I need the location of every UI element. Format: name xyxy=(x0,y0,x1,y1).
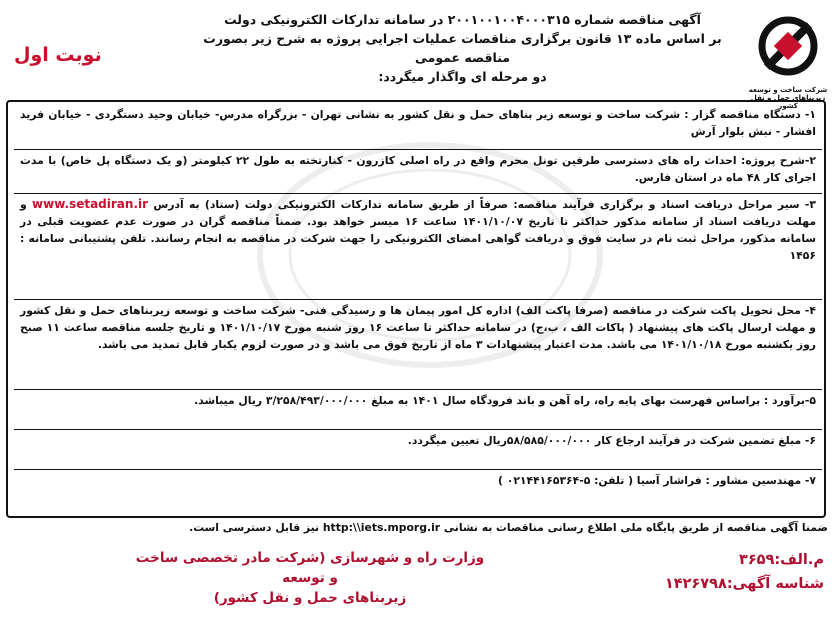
section-3 xyxy=(14,194,822,300)
section-1-label: ۱- دستگاه مناقصه گزار : xyxy=(684,108,816,121)
footnote xyxy=(8,520,828,536)
setadiran-link[interactable]: www.setadiran.ir xyxy=(32,197,149,211)
section-4 xyxy=(14,300,822,390)
round-label: نوبت اول xyxy=(14,44,102,66)
iets-link[interactable]: http:\\iets.mporg.ir xyxy=(322,521,441,534)
ad-id: شناسه آگهی:۱۴۲۶۷۹۸ xyxy=(664,576,824,592)
title-line-1: آگهی مناقصه شماره ۲۰۰۱۰۰۱۰۰۴۰۰۰۳۱۵ در سامانه تدارکات الکترونیکی دولت xyxy=(224,12,701,27)
section-4-text: محل تحویل پاکت شرکت در مناقصه (صرفا پاکت الف) اداره کل امور پیمان ها و رسیدگی فنی- شرکت ساخت و توسعه زیربناهای حمل و نقل کشور و مهلت ارسال پاکت های پیشنهاد ( پاکات الف ، ب،ج) در سامانه حداکثر تا ساعت ۱۶ روز شنبه مورخ ۱۴۰۱/۱۰/۱۷ و تاریخ جلسه مناقصه ساعت ۱۱ صبح روز یکشنبه مورخ ۱۴۰۱/۱۰/۱۸ می باشد. مدت اعتبار پیشنهادات ۳ ماه از تاریخ فوق می باشد و در صورت لزوم یکبار قابل تمدید می باشد. xyxy=(20,304,817,351)
section-3-text-a: صرفاً از طریق سامانه تدارکات الکترونیکی دولت (ستاد) به آدرس xyxy=(153,198,514,211)
section-5-text: براساس فهرست بهای پایه راه، راه آهن و باند فرودگاه سال ۱۴۰۱ به مبلغ ۳/۲۵۸/۴۹۳/۰۰۰/۰۰۰ ریال میباشد. xyxy=(194,394,764,407)
reference-code: م.الف:۳۶۵۹ xyxy=(738,552,824,568)
footnote-text-a: ضمنا آگهی مناقصه از طریق پایگاه ملی اطلاع رسانی مناقصات به نشانی xyxy=(443,521,828,534)
section-2 xyxy=(14,150,822,194)
title-line-3: دو مرحله ای واگذار میگردد: xyxy=(378,69,547,84)
section-1 xyxy=(14,104,822,150)
section-1-text: شرکت ساخت و توسعه زیر بناهای حمل و نقل کشور به نشانی تهران - بزرگراه مدرس- خیابان وحید دستگردی - خیابان فرید افشار - نبش بلوار آرش xyxy=(20,108,816,138)
ministry-line-1: وزارت راه و شهرسازی (شرکت مادر تخصصی ساخت و توسعه xyxy=(135,550,485,586)
notice-title xyxy=(190,10,735,86)
section-7 xyxy=(14,470,822,512)
company-logo xyxy=(752,12,824,88)
section-4-label: ۴- xyxy=(804,304,816,317)
ministry-line-2: زیربناهای حمل و نقل کشور) xyxy=(213,590,407,606)
logo-caption: شرکت ساخت و توسعه زیربناهای حمل و نقل کشور xyxy=(748,86,828,110)
section-3-text-b: و مهلت دریافت اسناد از سامانه مذکور حداکثر تا تاریخ ۱۴۰۱/۱۰/۰۷ ساعت ۱۶ میسر خواهد بود. ضمناً مناقصه گران در صورت عدم عضویت قبلی در سامانه مذکور، مراحل ثبت نام در سایت فوق و دریافت گواهی امضای الکترونیکی را جهت شرکت در مناقصه به انجام رسانند. تلفن پشتیبانی سامانه : ۱۴۵۶ xyxy=(20,198,817,262)
title-line-2: بر اساس ماده ۱۳ قانون برگزاری مناقصات عملیات اجرایی پروژه به شرح زیر بصورت مناقصه عمومی xyxy=(203,31,722,65)
section-7-text: فراشار آسیا ( تلفن: ۵-۰۲۱۴۴۱۶۵۳۶۴ ) xyxy=(498,474,706,487)
notice-header xyxy=(0,4,836,110)
section-6 xyxy=(14,430,822,470)
section-5 xyxy=(14,390,822,430)
section-3-label: ۳- سیر مراحل دریافت اسناد و برگزاری فرآیند مناقصه: xyxy=(513,198,816,211)
section-5-label: ۵-برآورد : xyxy=(763,394,816,407)
section-7-label: ۷- مهندسین مشاور : xyxy=(705,474,816,487)
ministry-signature xyxy=(130,548,490,608)
notice-body xyxy=(6,100,826,518)
section-6-text: مبلغ تضمین شرکت در فرآیند ارجاع کار ۵۸/۵۸۵/۰۰۰/۰۰۰ریال تعیین میگردد. xyxy=(407,434,805,447)
section-2-text: احداث راه های دسترسی طرفین تونل محرم واقع در راه اصلی کازرون - کنارتخته به طول ۲۲ کیلومتر (و یک دستگاه پل خاص) با مدت اجرای کار ۴۸ ماه در استان فارس. xyxy=(20,154,816,184)
footnote-text-b: نیز قابل دسترسی است. xyxy=(189,521,320,534)
notice-codes xyxy=(665,548,824,596)
section-6-label: ۶- xyxy=(804,434,816,447)
section-2-label: ۲-شرح پروژه: xyxy=(741,154,817,167)
